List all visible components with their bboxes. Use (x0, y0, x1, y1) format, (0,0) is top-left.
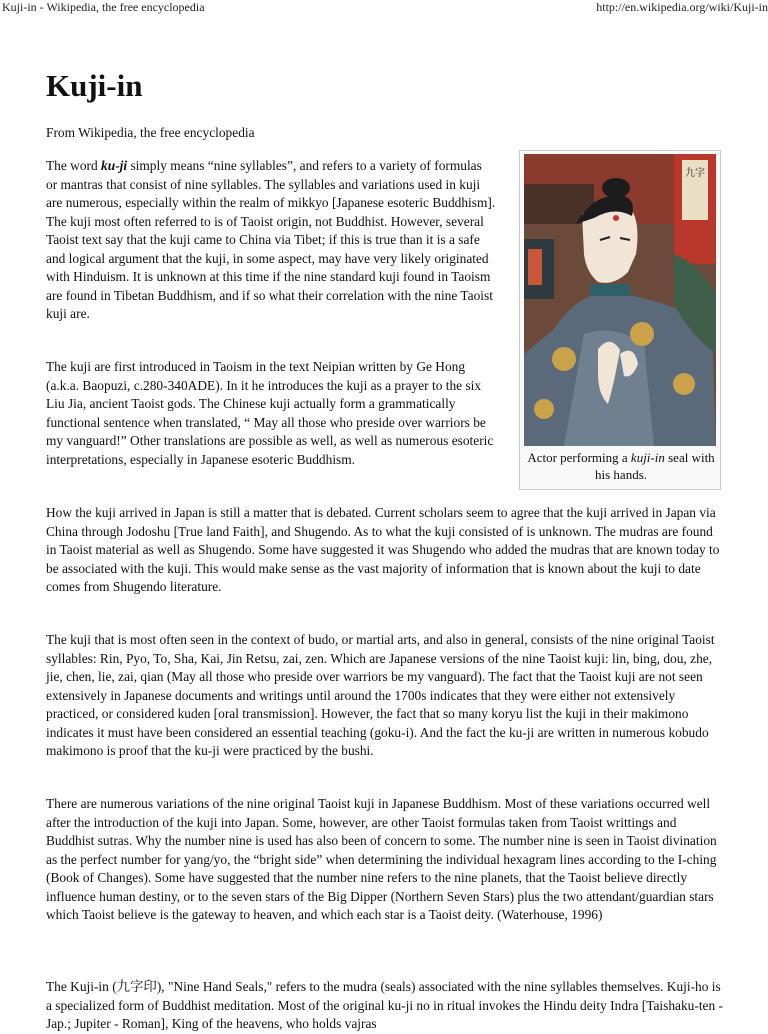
paragraph-variations: There are numerous variations of the nine original Taoist kuji in Japanese Buddhism. Most of these variations occurred well after the introduction of the kuji into Japan. Some, however, are other Taoist formulas taken from Taoist writtings and Buddhist sutras. Why the number nine is used has also been of concern to some. The number nine is seen in Taoist divination as the perfect number for yang/yo, the “bright side” when determining the individual hexagram lines according to the I-ching (Book of Changes). Some have suggested that the number nine refers to the nine planets, that the Taoist believe directly influence human destiny, or to the seven stars of the Big Dipper (Northern Seven Stars) plus the two attendant/guardian stars which Taoist believe is the gateway to heaven, and which each star is a Taoist deity. (Waterhouse, 1996) (46, 796, 717, 922)
thumbnail-figure (519, 150, 721, 490)
paragraph-origin: The kuji are first introduced in Taoism in the text Neipian written by Ge Hong (a.k.a. Baopuzi, c.280-340ADE). In it he introduces the kuji as a prayer to the six Liu Jia, ancient Taoist gods. The Chinese kuji actually form a grammatically functional sentence when translated, “ May all those who preside over warriors be my vanguard!” Other translations are possible as well, as well as numerous esoteric interpretations, especially in Japanese esoteric Buddhism. (46, 359, 494, 467)
page-title: Kuji-in (46, 68, 143, 103)
paragraph-budo: The kuji that is most often seen in the context of budo, or martial arts, and also in general, consists of the nine original Taoist syllables: Rin, Pyo, To, Sha, Kai, Jin Retsu, zai, zen. Which are Japanese versions of the nine Taoist kuji: lin, bing, dou, zhe, jie, chen, lie, zai, qian (May all those who preside over warriors be my vanguard). The fact that the Taoist kuji are not seen extensively in Japanese documents and writings until around the 1700s indicates that they were either not extensively practiced, or considered kuden [oral transmission]. However, the fact that so many koryu list the kuji in their makimono indicates it must have been considered an essential teaching (goku-i). And the fact the ku-ji are written in numerous kobudo makimono is proof that the ku-ji were practiced by the bushi. (46, 632, 715, 758)
print-header (0, 0, 768, 16)
term-ku-ji: ku-ji (101, 158, 128, 173)
paragraph-arrival-japan: How the kuji arrived in Japan is still a matter that is debated. Current scholars seem to agree that the kuji arrived in Japan via China through Jodoshu [True land Faith], and Shugendo. As to what the kuji consisted of is unknown. The mudras are found in Taoist material as well as Shugendo. Some have suggested it was Shugendo who added the mudras that are known today to be associated with the kuji. This would make sense as the vast majority of information that is known about the kuji to date comes from Shugendo literature. (46, 505, 720, 594)
ukiyo-e-actor-image (524, 154, 716, 446)
figure-caption: Actor performing a kuji-in seal with his hands. (527, 450, 715, 482)
print-page-title: Kuji-in - Wikipedia, the free encyclopedia (2, 0, 205, 14)
caption-term: kuji-in (630, 450, 665, 465)
cartouche-text: 九字 (685, 168, 705, 179)
print-url: http://en.wikipedia.org/wiki/Kuji-in (596, 0, 768, 14)
site-tagline: From Wikipedia, the free encyclopedia (46, 125, 255, 140)
paragraph-kuji-in: The Kuji-in (九字印), "Nine Hand Seals," refers to the mudra (seals) associated with the nine syllables themselves. Kuji-ho is a specialized form of Buddhist meditation. Most of the original ku-ji no in ritual invokes the Hindu deity Indra [Taishaku-ten - Jap.; Jupiter - Roman], King of the heavens, who holds vajras (46, 979, 723, 1031)
paragraph-intro: The word ku-ji simply means “nine syllables”, and refers to a variety of formulas or mantras that consist of nine syllables. The syllables and variations used in kuji are numerous, especially within the realm of mikkyo [Japanese esoteric Buddhism]. The kuji most often referred to is of Taoist origin, not Buddhist. However, several Taoist text say that the kuji came to China via Tibet; if this is true than it is a safe and logical argument that the kuji, in some aspect, may have very likely originated with Hinduism. It is unknown at this time if the nine standard kuji found in Taoism are found in Tibetan Buddhism, and if so what their correlation with the nine Taoist kuji are. (46, 158, 496, 321)
